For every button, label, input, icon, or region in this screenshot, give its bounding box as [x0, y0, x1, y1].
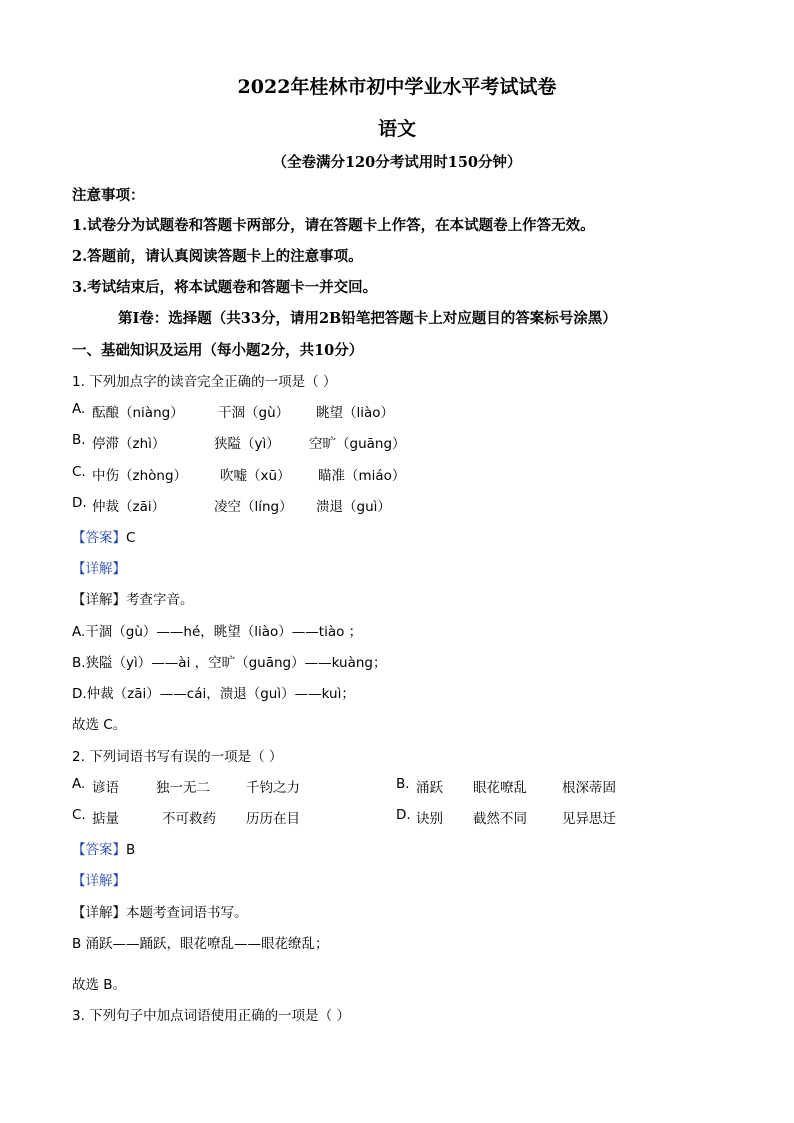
q1-answer: C [126, 530, 136, 546]
q1-option-d-word2: 凌空（líng） [214, 499, 293, 515]
q2-option-d-label: D. [396, 807, 411, 823]
notice-item-1: 1.试卷分为试题卷和答题卡两部分，请在答题卡上作答，在本试题卷上作答无效。 [72, 217, 595, 234]
exam-info: （全卷满分120分考试用时150分钟） [272, 154, 522, 171]
q2-option-b-label: B. [396, 776, 410, 792]
q2-answer-tag: 【答案】 [72, 842, 126, 858]
part1-heading: 第Ⅰ卷：选择题（共33分，请用2B铅笔把答题卡上对应题目的答案标号涂黑） [118, 310, 617, 327]
q2-option-b-word2: 眼花嘹乱 [473, 780, 527, 796]
q2-option-b-word1: 涌跃 [416, 780, 443, 796]
q1-option-d-label: D. [72, 495, 87, 511]
q2-option-c-label: C. [72, 807, 86, 823]
q2-option-d-word3: 见异思迁 [562, 811, 616, 827]
q1-conclusion: 故选 C。 [72, 717, 127, 733]
q2-conclusion: 故选 B。 [72, 977, 127, 993]
notice-heading: 注意事项： [72, 187, 145, 204]
q1-option-b-word2: 狭隘（yì） [214, 436, 280, 452]
q2-detail-tag-line [72, 869, 126, 889]
q2-option-b-word3: 根深蒂固 [562, 780, 616, 796]
q1-option-c-word1: 中伤（zhòng） [92, 468, 188, 484]
q1-explanation-d: D.仲裁（zāi）——cái，溃退（guì）——kuì； [72, 686, 355, 702]
q1-option-b-word3: 空旷（guāng） [309, 436, 406, 452]
exam-title: 2022年桂林市初中学业水平考试试卷 [237, 76, 557, 98]
q2-explanation: B 涌跃——踊跃，眼花嘹乱——眼花缭乱； [72, 936, 329, 952]
q2-option-c-word1: 掂量 [92, 811, 119, 827]
q1-detail-intro: 考查字音。 [126, 592, 194, 608]
q2-option-a-word1: 谚语 [92, 780, 119, 796]
q2-option-a-label: A. [72, 776, 86, 792]
q1-option-d-word3: 溃退（guì） [316, 499, 391, 515]
q2-answer-line [72, 838, 135, 858]
q1-option-a-word1: 酝酿（niàng） [92, 405, 184, 421]
q1-option-b-label: B. [72, 432, 86, 448]
subject-title: 语文 [377, 118, 416, 140]
q1-option-c-word3: 瞄准（miáo） [318, 468, 406, 484]
q1-detail-tag-line [72, 557, 126, 577]
q1-detail-tag2: 【详解】 [72, 592, 126, 608]
section-heading: 一、基础知识及运用（每小题2分，共10分） [72, 342, 364, 359]
q1-stem: 1. 下列加点字的读音完全正确的一项是（ ） [72, 374, 337, 390]
q1-option-c-label: C. [72, 464, 86, 480]
q1-option-b-word1: 停滞（zhì） [92, 436, 166, 452]
notice-item-3: 3.考试结束后，将本试题卷和答题卡一并交回。 [72, 279, 378, 296]
q2-detail-intro: 本题考查词语书写。 [126, 905, 248, 921]
q2-answer: B [126, 842, 136, 858]
q1-option-a-label: A. [72, 401, 86, 417]
q1-option-c-word2: 吹嘘（xū） [220, 468, 291, 484]
q1-option-a-word3: 眺望（liào） [316, 405, 395, 421]
q2-option-d-word1: 诀别 [416, 811, 443, 827]
q1-detail-tag: 【详解】 [72, 561, 126, 577]
q2-option-a-word2: 独一无二 [156, 780, 210, 796]
q1-explanation-b: B.狭隘（yì）——ài ，空旷（guāng）——kuàng； [72, 655, 387, 671]
q2-option-c-word3: 历历在目 [246, 811, 300, 827]
q1-explanation-a: A.干涸（gù）——hé，眺望（liào）——tiào ； [72, 624, 363, 640]
q1-option-a-word2: 干涸（gù） [218, 405, 290, 421]
q2-option-a-word3: 千钧之力 [246, 780, 300, 796]
q1-option-d-word1: 仲裁（zāi） [92, 499, 166, 515]
q1-answer-tag: 【答案】 [72, 530, 126, 546]
q3-stem: 3. 下列句子中加点词语使用正确的一项是（ ） [72, 1008, 350, 1024]
q2-detail-tag2: 【详解】 [72, 905, 126, 921]
notice-item-2: 2.答题前，请认真阅读答题卡上的注意事项。 [72, 248, 363, 265]
q1-answer-line [72, 526, 135, 546]
q1-detail-line [72, 588, 194, 608]
q2-stem: 2. 下列词语书写有误的一项是（ ） [72, 749, 283, 765]
q2-detail-tag: 【详解】 [72, 873, 126, 889]
q2-detail-line [72, 901, 248, 921]
q2-option-d-word2: 截然不同 [473, 811, 527, 827]
q2-option-c-word2: 不可救药 [162, 811, 216, 827]
